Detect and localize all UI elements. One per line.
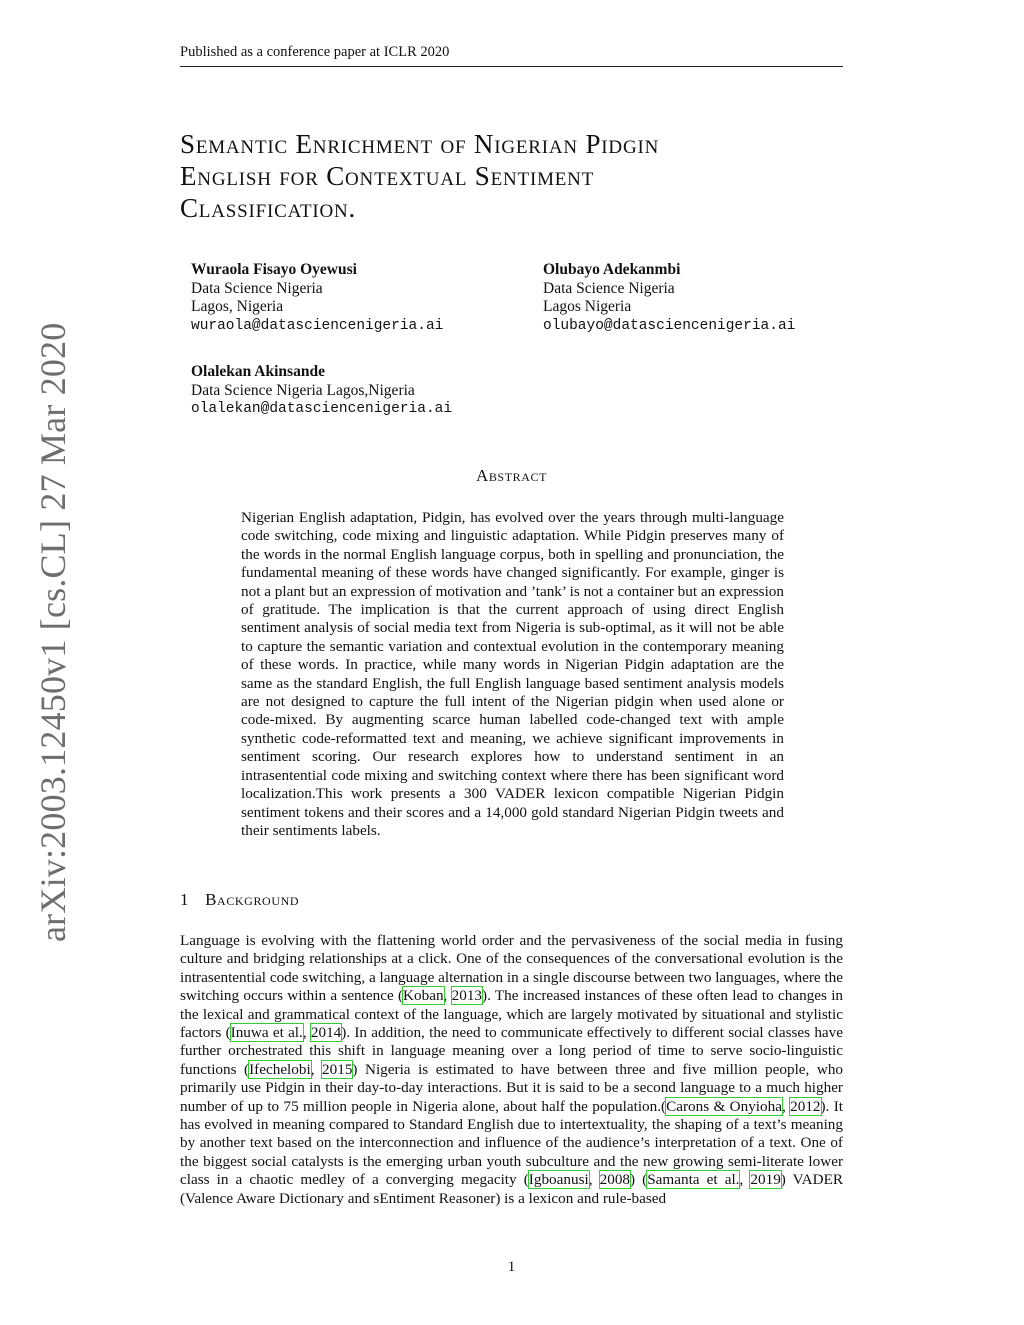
citation-link[interactable]: Igboanusi [528, 1171, 589, 1189]
citation-link[interactable]: Koban [403, 987, 444, 1005]
body-text: ) VADER (Valence Aware Dictionary and sEntiment Reasoner) is a lexicon and rule-based [180, 1171, 844, 1207]
author-block [191, 363, 452, 419]
author-email[interactable]: olalekan@datasciencenigeria.ai [191, 401, 453, 417]
author-name: Wuraola Fisayo Oyewusi [191, 261, 357, 278]
citation-link[interactable]: 2013 [451, 987, 483, 1005]
citation-link[interactable]: 2014 [310, 1024, 342, 1042]
body-text: , [588, 1171, 600, 1189]
citation-link[interactable]: 2019 [750, 1171, 781, 1189]
author-email[interactable]: wuraola@datasciencenigeria.ai [191, 317, 444, 334]
author-name: Olubayo Adekanmbi [543, 261, 681, 278]
body-text: ) Nigeria is estimated to have between three and five million people, who primarily use Pidgin in their day-to-day interactions. But it is said to be a second language to a much higher number of up to 75 million people in Nigeria alone, about half the population.( [180, 1060, 844, 1115]
citation-link[interactable]: Inuwa et al. [230, 1024, 303, 1042]
body-text: ). In addition, the need to communicate effectively to different social classes have further orchestrated this shift in language meaning over a long period of time to serve socio-linguistic functions ( [180, 1024, 843, 1078]
body-text: ). It has evolved in meaning compared to Standard English due to intertextuality, the shaping of a text’s meaning by another text based on the interconnection and influence of the audience’s interpretation of a text. One of the biggest social catalysts is the emerging urban youth subculture and the new growing semi-literate lower class in a chaotic medley of a converging megacity ( [180, 1097, 843, 1189]
running-head: Published as a conference paper at ICLR 2020 [180, 44, 843, 67]
author-affiliation: Data Science Nigeria Lagos,Nigeria [191, 381, 415, 399]
section-paragraph [180, 932, 843, 1208]
title-line: Classification. [180, 193, 357, 223]
abstract-heading: Abstract [475, 466, 548, 485]
author-affiliation: Data Science Nigeria [543, 279, 675, 297]
page-number: 1 [507, 1259, 516, 1275]
citation-link[interactable]: 2012 [790, 1097, 821, 1115]
body-text: , [443, 987, 452, 1005]
author-location: Lagos, Nigeria [191, 298, 284, 315]
author-email[interactable]: olubayo@datasciencenigeria.ai [543, 317, 796, 334]
body-text: , [310, 1060, 323, 1078]
author-affiliation: Data Science Nigeria [191, 279, 323, 297]
body-text: Language is evolving with the flattening world order and the pervasiveness of the social media in fusing culture and bridging relationships at a click. One of the consequences of the conversational evolution is the intrasentential code switching, a language alternation in a single discourse between two languages, where the switching occurs within a sentence ( [180, 932, 843, 1005]
title-line: English for Contextual Sentiment [180, 161, 595, 191]
body-text: ) ( [630, 1171, 648, 1189]
author-name: Olalekan Akinsande [191, 363, 325, 380]
citation-link[interactable]: Carons & Onyioha [666, 1097, 782, 1115]
paper-title [180, 128, 843, 224]
section-title: Background [205, 890, 300, 909]
arxiv-stamp: arXiv:2003.12450v1 [cs.CL] 27 Mar 2020 [33, 322, 73, 942]
author-block [191, 261, 443, 335]
citation-link[interactable]: 2008 [599, 1171, 630, 1189]
author-block [543, 261, 795, 335]
section-heading [180, 890, 843, 910]
body-text: ). The increased instances of these often lead to changes in the lexical and grammatical context of the language, which are largely motivated by situational and stylistic factors ( [180, 987, 844, 1042]
citation-link[interactable]: Samanta et al. [647, 1171, 740, 1189]
abstract-text: Nigerian English adaptation, Pidgin, has evolved over the years through multi-language code switching, code mixing and linguistic adaptation. While Pidgin preserves many of the words in the normal English language corpus, both in spelling and pronunciation, the fundamental meaning of these words have changed significantly. For example, ginger is not a plant but an expression of motivation and ’tank’ is not a container but an expression of gratitude. The implication is that the current approach of using direct English sentiment analysis of social media text from Nigeria is sub-optimal, as it will not be able to capture the semantic variation and contextual evolution in the contemporary meaning of these words. In practice, while many words in Nigerian Pidgin adaptation are the same as the standard English, the full English language based sentiment analysis models are not designed to capture the full intent of the Nigerian pidgin when used alone or code-mixed. By augmenting scarce human labelled code-changed text with ample synthetic code-reformatted text and meaning, we achieve significant improvements in sentiment scoring. Our research explores how to understand sentiment in an intrasentential code mixing and switching context where there has been significant word localization.This work presents a 300 VADER lexicon compatible Nigerian Pidgin sentiment tokens and their scores and a 14,000 gold standard Nigerian Pidgin tweets and their sentiments labels. [241, 509, 784, 839]
title-line: Semantic Enrichment of Nigerian Pidgin [180, 129, 660, 159]
citation-link[interactable]: Ifechelobi [249, 1060, 311, 1078]
section-number: 1 [180, 890, 190, 909]
body-text: , [739, 1171, 751, 1189]
author-location: Lagos Nigeria [543, 298, 632, 315]
body-text: , [302, 1024, 311, 1042]
citation-link[interactable]: 2015 [322, 1060, 353, 1078]
body-text: , [781, 1097, 791, 1115]
